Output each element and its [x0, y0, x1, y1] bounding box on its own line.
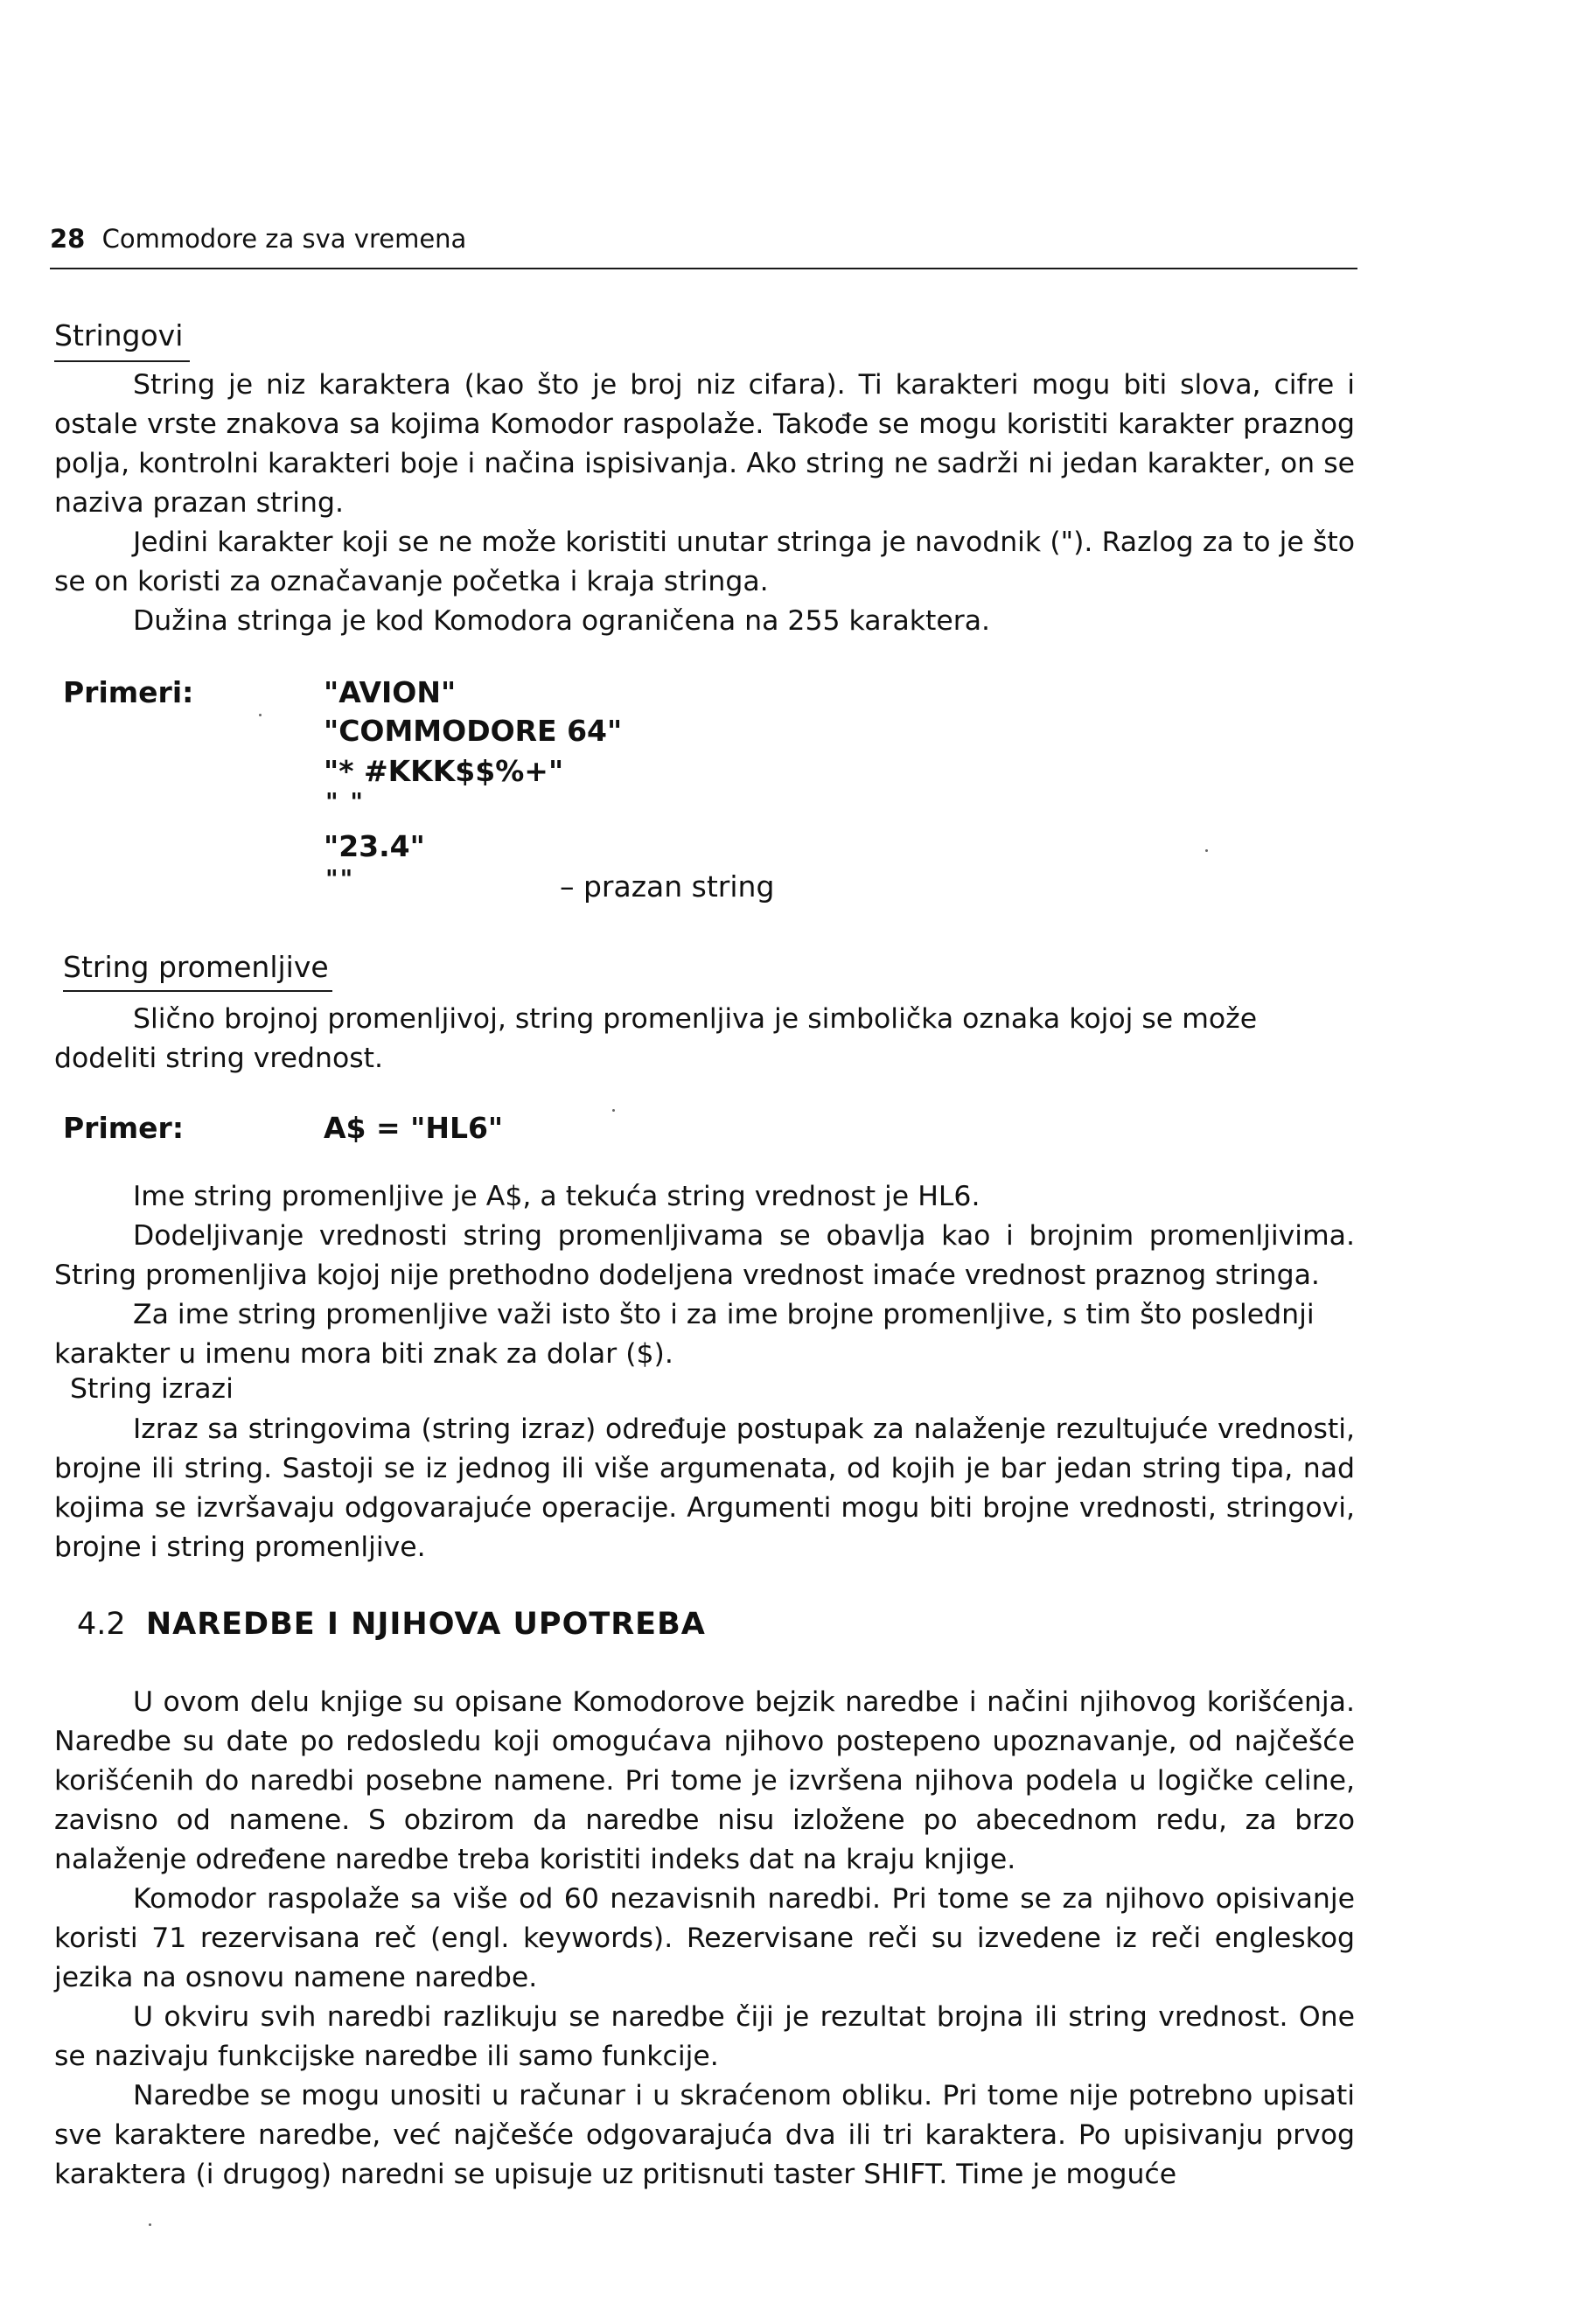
- scan-speck: [259, 714, 262, 716]
- paragraph: Izraz sa stringovima (string izraz) određuje postupak za nalaženje rezultujuće vrednosti, brojne ili string. Sastoji se iz jednog ili više argumenata, od kojih je bar jedan string tipa, nad kojima se izvršavaju odgovarajuće operacije. Argumenti mogu biti brojne vrednosti, stringovi, brojne i string promenljive.: [54, 1413, 1355, 1563]
- scan-speck: [1205, 849, 1208, 852]
- paragraph: U okviru svih naredbi razlikuju se naredbe čiji je rezultat brojna ili string vrednost. One se nazivaju funkcijske naredbe ili samo funkcije.: [54, 2001, 1355, 2072]
- section-heading-string-promenljive: String promenljive: [63, 950, 329, 984]
- paragraph: Jedini karakter koji se ne može koristiti unutar stringa je navodnik ("). Razlog za to je što se on koristi za označavanje početka i kraja stringa.: [54, 527, 1355, 597]
- scan-speck: [149, 2223, 151, 2226]
- paragraph: Slično brojnoj promenljivoj, string promenljiva je simbolička oznaka kojoj se može dodeliti string vrednost.: [54, 1003, 1258, 1074]
- example-string: "* #KKK$$%+": [324, 754, 564, 788]
- running-title: Commodore za sva vremena: [101, 224, 467, 254]
- section-title: NAREDBE I NJIHOVA UPOTREBA: [145, 1607, 706, 1642]
- heading-underline: [54, 360, 190, 362]
- empty-string-note: – prazan string: [560, 869, 775, 904]
- paragraph: U ovom delu knjige su opisane Komodorove bejzik naredbe i načini njihovog korišćenja. Naredbe su date po redosledu koji omogućava njihovo postepeno upoznavanje, od najčešće korišćenih do naredbi posebne namene. Pri tome je izvršena njihova podela u logičke celine, zavisno od namene. S obzirom da naredbe nisu izložene po abecednom redu, za brzo nalaženje određene naredbe treba koristiti indeks dat na kraju knjige.: [54, 1686, 1355, 1875]
- section-number: 4.2: [77, 1607, 126, 1642]
- example-string: "COMMODORE 64": [324, 714, 623, 748]
- example-string: " ": [325, 787, 365, 816]
- scan-speck: [612, 1109, 615, 1112]
- page-number: 28: [50, 224, 86, 254]
- example-string: "AVION": [324, 675, 457, 709]
- section-heading-string-izrazi: String izrazi: [70, 1373, 234, 1405]
- section-heading-naredbe: [77, 1607, 706, 1642]
- paragraph: String je niz karaktera (kao što je broj niz cifara). Ti karakteri mogu biti slova, cifre i ostale vrste znakova sa kojima Komodor raspolaže. Takođe se mogu koristiti karakter praznog polja, kontrolni karakteri boje i načina ispisivanja. Ako string ne sadrži ni jedan karakter, on se naziva prazan string.: [54, 369, 1355, 519]
- examples-label: Primeri:: [63, 675, 194, 709]
- example-string: "": [325, 864, 355, 893]
- running-header: [50, 224, 466, 254]
- paragraph: Dužina stringa je kod Komodora ograničena na 255 karaktera.: [133, 605, 991, 637]
- paragraph: Naredbe se mogu unositi u računar i u skraćenom obliku. Pri tome nije potrebno upisati sve karaktere naredbe, već najčešće odgovarajuća dva ili tri karaktera. Po upisivanju prvog karaktera (i drugog) naredni se upisuje uz pritisnuti taster SHIFT. Time je moguće: [54, 2080, 1355, 2190]
- paragraph: Za ime string promenljive važi isto što i za ime brojne promenljive, s tim što poslednji karakter u imenu mora biti znak za dolar ($).: [54, 1299, 1315, 1370]
- paragraph: Dodeljivanje vrednosti string promenljivama se obavlja kao i brojnim promenljivima. String promenljiva kojoj nije prethodno dodeljena vrednost imaće vrednost praznog stringa.: [54, 1220, 1355, 1291]
- example-label: Primer:: [63, 1111, 185, 1145]
- paragraph: Ime string promenljive je A$, a tekuća string vrednost je HL6.: [133, 1181, 980, 1212]
- section-heading-stringovi: Stringovi: [54, 318, 184, 352]
- example-assignment: A$ = "HL6": [324, 1111, 504, 1145]
- heading-underline: [63, 990, 332, 992]
- header-rule: [50, 268, 1357, 269]
- paragraph: Komodor raspolaže sa više od 60 nezavisnih naredbi. Pri tome se za njihovo opisivanje koristi 71 rezervisana reč (engl. keywords). Rezervisane reči su izvedene iz reči engleskog jezika na osnovu namene naredbe.: [54, 1883, 1355, 1993]
- example-string: "23.4": [324, 829, 425, 863]
